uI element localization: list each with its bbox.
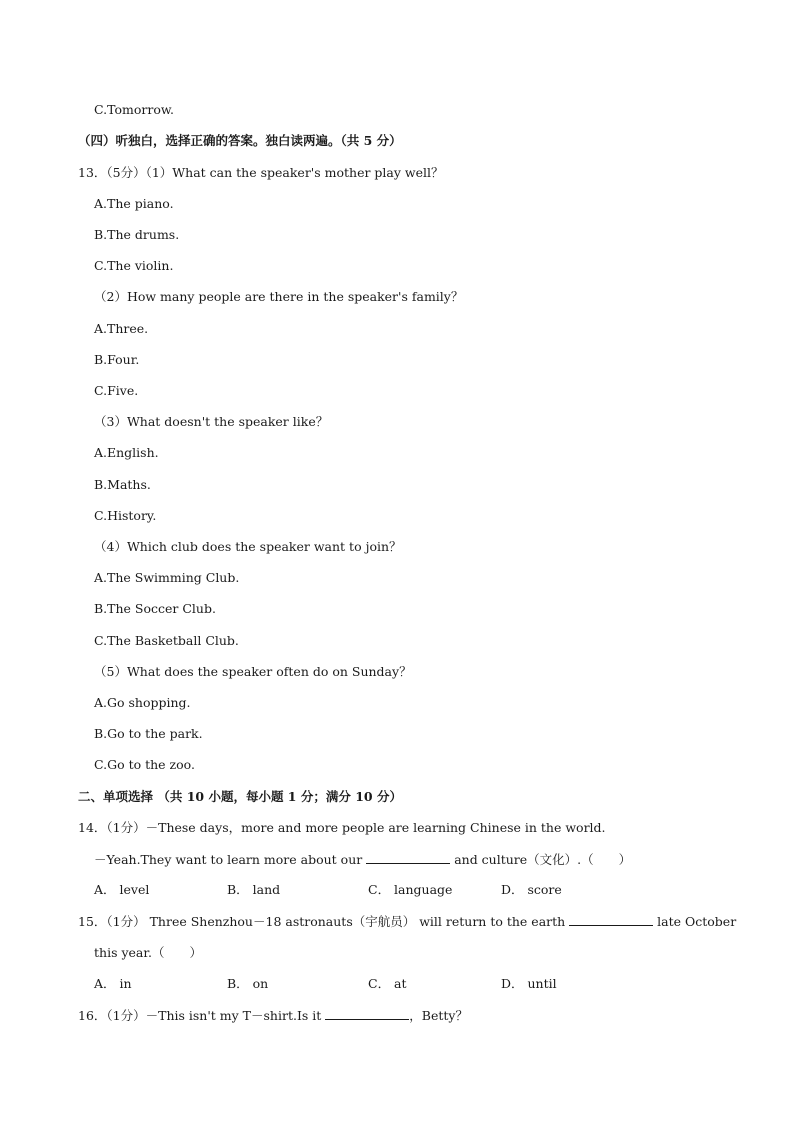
q13-sub4-prompt: （4）Which club does the speaker want to join？	[94, 539, 402, 554]
q13-sub3-option-c: C.History.	[94, 508, 157, 523]
q13-sub5-option-c: C.Go to the zoo.	[94, 757, 195, 772]
q15-option-a[interactable]: A． in	[94, 976, 132, 991]
q16-line1-before: 16．（1分）－This isn't my T－shirt.Is it	[78, 1008, 326, 1023]
q12-option-c: C.Tomorrow.	[94, 102, 175, 117]
q15-option-b[interactable]: B． on	[227, 976, 269, 991]
q15-line1-after: late October	[653, 914, 737, 929]
q14-line2	[94, 851, 631, 868]
q13-sub4-option-a: A.The Swimming Club.	[94, 570, 240, 585]
q14-line1: 14．（1分）－These days，more and more people are learning Chinese in the world.	[78, 820, 606, 835]
q15-line1	[78, 913, 736, 930]
q16-line1	[78, 1007, 468, 1024]
q13-sub2-option-c: C.Five.	[94, 383, 139, 398]
q15-line2: this year.（ ）	[94, 945, 202, 960]
q16-answer-blank[interactable]	[325, 1007, 409, 1020]
q14-option-d[interactable]: D． score	[501, 882, 562, 897]
q14-answer-blank[interactable]	[366, 851, 450, 864]
part2-heading: 二、单项选择 （共 10 小题，每小题 1 分；满分 10 分）	[78, 789, 402, 804]
q13-stem	[78, 165, 444, 181]
q13-sub1-option-c: C.The violin.	[94, 258, 174, 273]
q14-line2-before: －Yeah.They want to learn more about our	[94, 852, 367, 867]
q13-sub4-option-c: C.The Basketball Club.	[94, 633, 239, 648]
section4-heading: （四）听独白，选择正确的答案。独白读两遍。（共 5 分）	[78, 133, 402, 148]
q13-sub3-option-b: B.Maths.	[94, 477, 151, 492]
q15-option-d[interactable]: D． until	[501, 976, 557, 991]
q13-number: 13．（5分）	[78, 165, 146, 180]
q13-sub5-prompt: （5）What does the speaker often do on Sunday？	[94, 664, 412, 679]
q15-option-c[interactable]: C． at	[368, 976, 407, 991]
q13-sub1-option-a: A.The piano.	[94, 196, 174, 211]
q13-sub2-prompt: （2）How many people are there in the speaker's family？	[94, 289, 464, 304]
q13-sub1-option-b: B.The drums.	[94, 227, 180, 242]
q13-sub1-prompt: （1）What can the speaker's mother play well？	[145, 165, 444, 180]
q13-sub3-option-a: A.English.	[94, 445, 159, 460]
q14-line2-after: and culture（文化）.（ ）	[450, 852, 632, 867]
q13-sub2-option-a: A.Three.	[94, 321, 149, 336]
q14-option-c[interactable]: C． language	[368, 882, 453, 897]
q13-sub4-option-b: B.The Soccer Club.	[94, 601, 216, 616]
q13-sub2-option-b: B.Four.	[94, 352, 140, 367]
q13-sub5-option-a: A.Go shopping.	[94, 695, 191, 710]
q14-option-a[interactable]: A． level	[94, 882, 150, 897]
q13-sub3-prompt: （3）What doesn't the speaker like？	[94, 414, 329, 429]
q16-line1-after: ，Betty？	[409, 1008, 468, 1023]
q14-option-b[interactable]: B． land	[227, 882, 281, 897]
q13-sub5-option-b: B.Go to the park.	[94, 726, 203, 741]
q15-line1-before: 15．（1分） Three Shenzhou－18 astronauts（宇航员） will return to the earth	[78, 914, 570, 929]
q15-answer-blank[interactable]	[569, 913, 653, 926]
